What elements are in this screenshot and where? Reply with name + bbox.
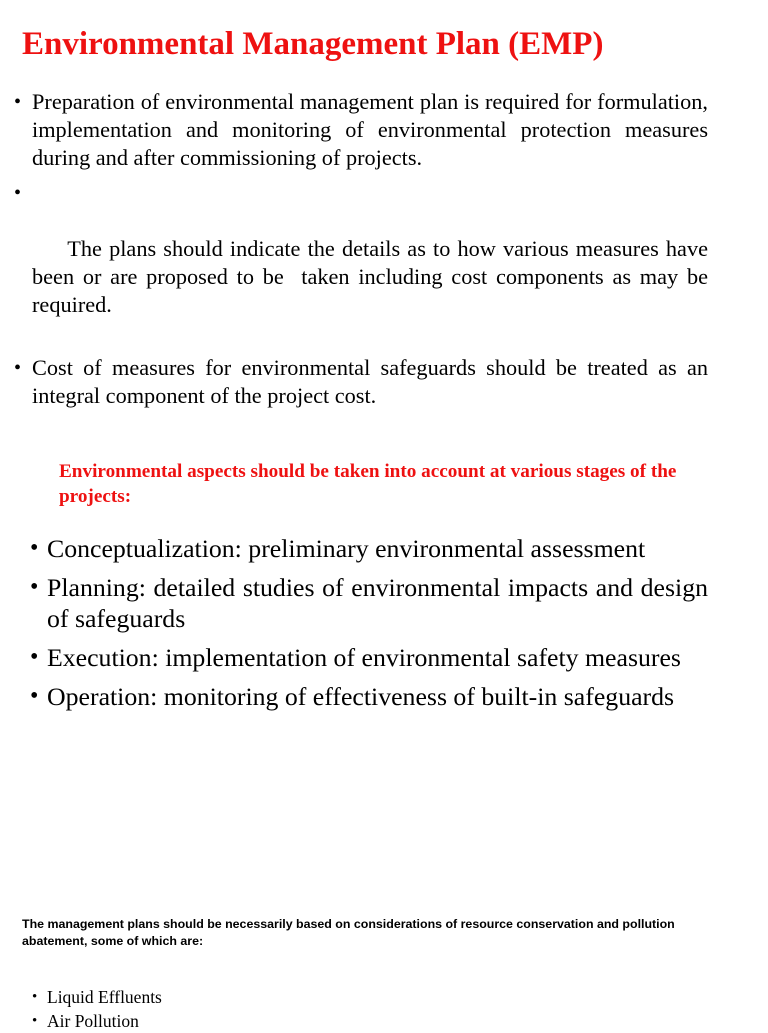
considerations-bullet-list [32, 985, 632, 1033]
bullet-dot-icon: • [30, 574, 39, 600]
bullet-dot-icon: • [14, 91, 22, 113]
stages-heading: Environmental aspects should be taken into account at various stages of the projects: [59, 461, 677, 507]
stage-bullet-text: Operation: monitoring of effectiveness of built-in safeguards [47, 682, 675, 711]
intro-bullet-text: Preparation of environmental management plan is required for formulation, implementation and monitoring of environmental protection measures during and after commissioning of projects. [32, 89, 708, 170]
intro-bullet-text: Cost of measures for environmental safeguards should be treated as an integral component of the project cost. [32, 355, 708, 408]
bullet-dot-icon: • [30, 644, 39, 670]
bullet-dot-icon: • [32, 1013, 38, 1029]
bullet-dot-icon: • [14, 357, 22, 379]
bullet-dot-icon: • [30, 535, 39, 561]
stage-bullet-item [30, 642, 708, 673]
considerations-note: The management plans should be necessarily based on considerations of resource conservation and pollution abatement, some of which are: [22, 917, 675, 948]
stage-bullet-item [30, 533, 708, 564]
page-title: Environmental Management Plan (EMP) [22, 26, 604, 62]
consideration-bullet-item [32, 1009, 632, 1033]
intro-bullet-item [14, 354, 708, 410]
stage-bullet-item [30, 572, 708, 634]
consideration-bullet-text: Air Pollution [47, 1011, 139, 1031]
intro-bullet-list [14, 88, 714, 417]
stage-bullet-text: Conceptualization: preliminary environmental assessment [47, 534, 646, 563]
stage-bullet-item [30, 681, 708, 712]
stage-bullet-text: Execution: implementation of environmental safety measures [47, 643, 681, 672]
bullet-dot-icon: • [14, 182, 22, 204]
intro-bullet-item [14, 88, 708, 172]
bullet-dot-icon: • [32, 989, 38, 1005]
stages-bullet-list [30, 533, 708, 720]
intro-bullet-item [14, 179, 714, 347]
consideration-bullet-item [32, 985, 632, 1009]
intro-bullet-text: The plans should indicate the details as to how various measures have been or are proposed to be taken including cost components as may be required. [32, 236, 714, 317]
bullet-dot-icon: • [30, 683, 39, 709]
consideration-bullet-text: Liquid Effluents [47, 987, 162, 1007]
stage-bullet-text: Planning: detailed studies of environmental impacts and design of safeguards [47, 573, 708, 633]
